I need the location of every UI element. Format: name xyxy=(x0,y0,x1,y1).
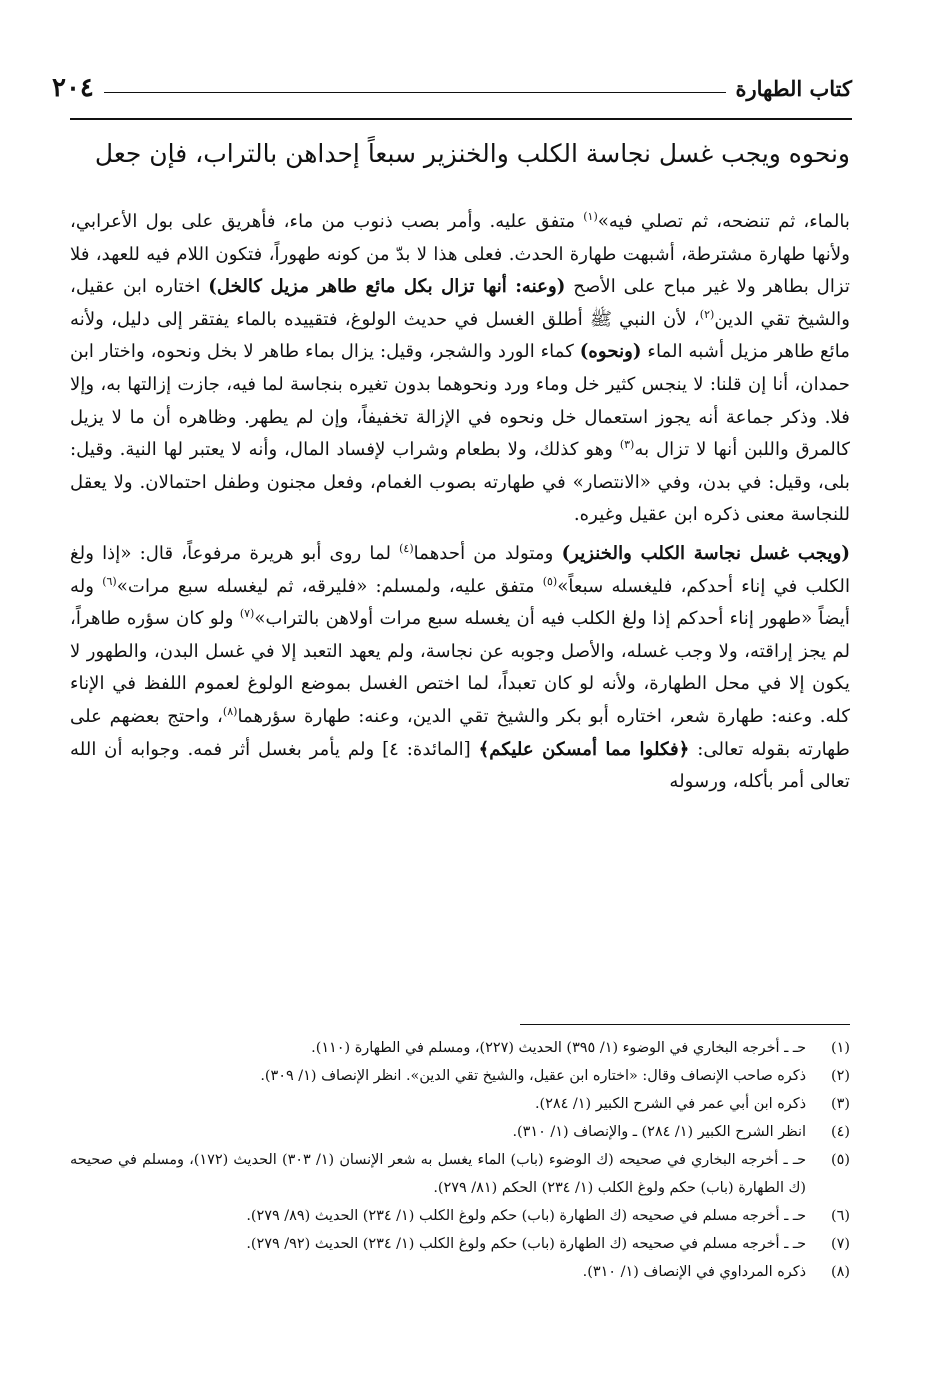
commentary-paragraph-2 xyxy=(70,538,850,799)
footnote-item xyxy=(70,1034,850,1062)
footnote-text: حـ ـ أخرجه البخاري في صحيحه (ك الوضوء (باب) الماء يغسل به شعر الإنسان (١/ ٣٠٣) الحديث (١٧٢)، ومسلم في صحيحه (ك الطهارة (باب) حكم ولوغ الكلب (١/ ٢٣٤) الحكم (٨١/ ٢٧٩). xyxy=(70,1152,806,1196)
footnote-text: انظر الشرح الكبير (١/ ٢٨٤) ـ والإنصاف (١/ ٣١٠). xyxy=(512,1124,806,1140)
page-number: ٢٠٤ xyxy=(52,73,94,103)
quran-quote: ﴿فكلوا مما أمسكن عليكم﴾ xyxy=(478,738,690,760)
footnote-item xyxy=(70,1118,850,1146)
footnote-item xyxy=(70,1062,850,1090)
footnote-ref-4[interactable]: (٤) xyxy=(399,541,414,555)
body-text-run: بالماء، ثم تنضحه، ثم تصلي فيه» xyxy=(597,211,850,232)
footnote-number: (١) xyxy=(831,1040,850,1056)
footnote-number: (٥) xyxy=(831,1152,850,1168)
footnote-text: ذكره صاحب الإنصاف وقال: «اختاره ابن عقيل، والشيخ تقي الدين». انظر الإنصاف (١/ ٣٠٩). xyxy=(260,1068,806,1084)
body-text-run: متفق عليه. وأمر بصب ذنوب من ماء، فأهريق على بول الأعرابي، ولأنها طهارة مشترطة، أشبهت طهارة الحدث. فعلى هذا لا بدّ من كونه طهوراً، فتكون اللام فيه للعهد، فلا تزال بطاهر ولا غير مباح على الأصح xyxy=(70,211,850,298)
footnote-item xyxy=(70,1146,850,1202)
footnote-ref-8[interactable]: (٨) xyxy=(222,704,238,718)
header-rule xyxy=(104,92,726,93)
footnote-text: حـ ـ أخرجه مسلم في صحيحه (ك الطهارة (باب) حكم ولوغ الكلب (١/ ٢٣٤) الحديث (٩٢/ ٢٧٩). xyxy=(246,1236,806,1252)
footnote-text: ذكره ابن أبي عمر في الشرح الكبير (١/ ٢٨٤). xyxy=(534,1096,806,1112)
matn-quote: (ونحوه) xyxy=(579,341,642,363)
footnote-ref-1[interactable]: (١) xyxy=(583,209,598,223)
header-divider xyxy=(70,118,852,120)
footnote-ref-2[interactable]: (٢) xyxy=(699,307,715,321)
footnote-ref-3[interactable]: (٣) xyxy=(619,438,635,452)
body-text-run: لما روى أبو هريرة مرفوعاً، قال: «إذا ولغ الكلب في إناء أحدكم، فليغسله سبعاً» xyxy=(70,542,851,597)
footnote-number: (٤) xyxy=(831,1124,850,1140)
matn-quote: (وعنه: أنها تزال بكل مائع طاهر مزيل كالخل) xyxy=(208,276,566,298)
footnote-number: (٧) xyxy=(831,1236,850,1252)
footnote-number: (٣) xyxy=(831,1096,850,1112)
body-text-run: ، لأن النبي ﷺ أطلق الغسل في حديث الولوغ، فتقييده بالماء يفتقر إلى دليل، ولأنه مائع طاهر مزيل أشبه الماء xyxy=(70,308,850,363)
footnote-number: (٦) xyxy=(831,1208,850,1224)
body-text-run: ولو كان سؤره طاهراً، لم يجز إراقته، ولا وجب غسله، والأصل وجوبه عن نجاسة، ولم يعهد التعبد إلا في غسل البدن، والطهور لا يكون إلا في محل الطهارة، ولأنه لو كان تعبداً، لما اختص الغسل بموضع الولوغ لعموم اللفظ في الإناء كله. وعنه: طهارة شعر، اختاره أبو بكر والشيخ تقي الدين، وعنه: طهارة سؤرهما xyxy=(70,608,850,727)
running-header xyxy=(52,70,852,106)
body-text-run: ومتولد من أحدهما xyxy=(413,542,562,564)
body-text-run: وله أيضاً «طهور إناء أحدكم إذا ولغ الكلب فيه أن يغسله سبع مرات أولاهن بالتراب» xyxy=(70,575,850,630)
footnote-ref-7[interactable]: (٧) xyxy=(239,607,255,621)
footnote-item xyxy=(70,1090,850,1118)
body-text-run: [المائدة: ٤] ولم يأمر بغسل أثر فمه. وجوابه أن الله تعالى أمر بأكله، ورسوله xyxy=(70,738,850,793)
matn-quote: (ويجب غسل نجاسة الكلب والخنزير) xyxy=(561,542,850,564)
footnote-text: حـ ـ أخرجه مسلم في صحيحه (ك الطهارة (باب) حكم ولوغ الكلب (١/ ٢٣٤) الحديث (٨٩/ ٢٧٩). xyxy=(246,1208,806,1224)
body-text-run: وهو كذلك، ولا بطعام وشراب لإفساد المال، وأنه لا يعتبر لها النية. وقيل: بلى، وقيل: في بدن، وفي «الانتصار» في طهارته بصوب الغمام، وفعل مجنون وطفل احتمالان. ولا يعقل للنجاسة معنى ذكره ابن عقيل وغيره. xyxy=(70,439,850,526)
footnote-item xyxy=(70,1258,850,1286)
footnote-separator xyxy=(520,1024,850,1025)
matn-text-line: ونحوه ويجب غسل نجاسة الكلب والخنزير سبعاً إحداهن بالتراب، فإن جعل xyxy=(94,139,850,168)
chapter-title: كتاب الطهارة xyxy=(735,75,852,101)
footnote-ref-5[interactable]: (٥) xyxy=(542,574,558,588)
footnote-text: حـ ـ أخرجه البخاري في الوضوء (١/ ٣٩٥) الحديث (٢٢٧)، ومسلم في الطهارة (١١٠). xyxy=(311,1040,806,1056)
footnote-number: (٢) xyxy=(831,1068,850,1084)
footnote-number: (٨) xyxy=(831,1264,850,1280)
footnote-text: ذكره المرداوي في الإنصاف (١/ ٣١٠). xyxy=(582,1264,806,1280)
body-text-run: اختاره ابن عقيل، والشيخ تقي الدين xyxy=(70,276,850,330)
footnote-item xyxy=(70,1202,850,1230)
body-text-run: ، واحتج بعضهم على طهارته بقوله تعالى: xyxy=(70,705,851,760)
footnote-ref-6[interactable]: (٦) xyxy=(102,574,117,588)
body-text-run: كماء الورد والشجر، وقيل: يزال بماء طاهر لا بخل ونحوه، واختار ابن حمدان، أنا إن قلنا: لا ينجس كثير خل وماء ورد ونحوهما بدون تغيره بنجاسة لما فيه، جازت إزالتها به، وإلا فلا. وذكر جماعة أنه يجوز استعمال خل ونحوه في الإزالة تخفيفاً، وإن لم يطهر. وظاهره أن ما لا يزيل كالمرق واللبن أنها لا تزال به xyxy=(70,341,850,461)
commentary-body xyxy=(70,206,850,799)
footnotes xyxy=(70,1034,850,1286)
body-text-run: متفق عليه، ولمسلم: «فليرقه، ثم ليغسله سبع مرات» xyxy=(116,575,543,597)
commentary-paragraph-1 xyxy=(70,206,850,532)
footnote-item xyxy=(70,1230,850,1258)
